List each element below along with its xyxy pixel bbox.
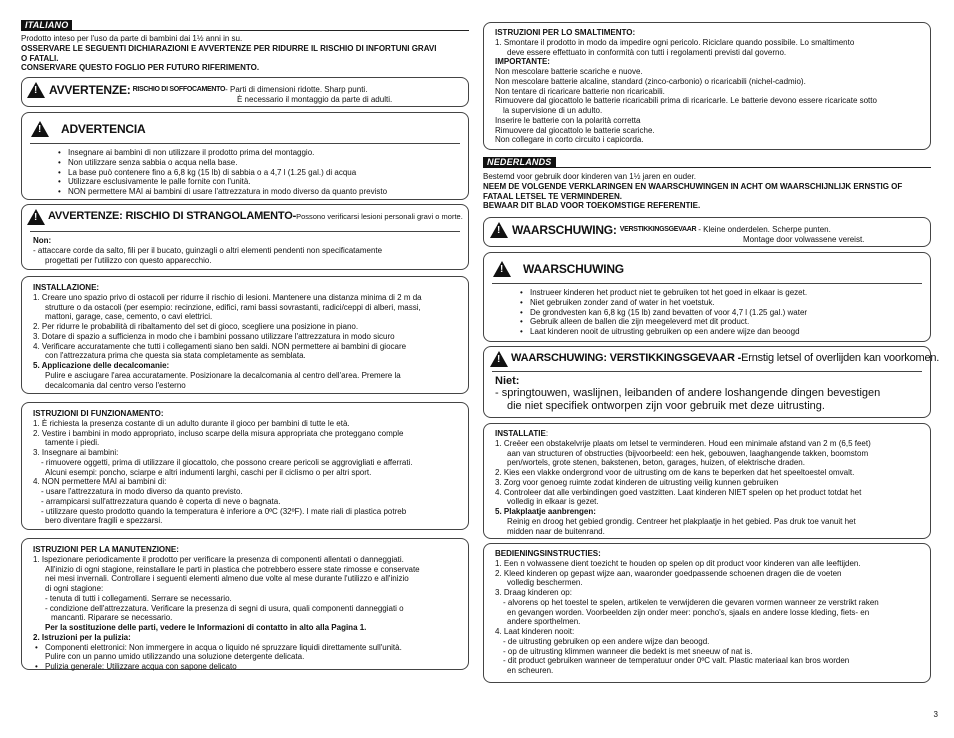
dutch-section-header <box>483 157 931 168</box>
italian-strangulation-warning-box <box>21 204 469 270</box>
choking-warning-title: WAARSCHUWING: <box>512 222 617 237</box>
list-item: • Insegnare ai bambini di non utilizzare il prodotto prima del montaggio. <box>58 148 387 158</box>
body-line: 3. Zorg voor genoeg ruimte zodat kinderen de uitrusting veilig kunnen gebruiken <box>495 477 779 487</box>
list-item: • La base può contenere fino a 6,8 kg (15 lb) di sabbia o a 4,7 l (1.25 gal.) di acqua <box>58 168 387 178</box>
list-item: • Non utilizzare senza sabbia o acqua nella base. <box>58 158 387 168</box>
intro-line: Prodotto inteso per l'uso da parte di bambini dai 1½ anni in su. <box>21 34 243 43</box>
body-line: 4. Laat kinderen nooit: <box>495 627 575 636</box>
body-line: 3. Dotare di spazio a sufficienza in modo che i bambini possano utilizzare l'attrezzatura in modo sicuro <box>33 331 395 341</box>
body-line: midden naar de buitenrand. <box>507 526 605 536</box>
body-line: 4. Verificare accuratamente che tutti i collegamenti siano ben saldi. NON permettere ai bambini di giocare <box>33 341 407 351</box>
disposal-title: ISTRUZIONI PER LO SMALTIMENTO: <box>495 28 636 37</box>
list-item: • Niet gebruiken zonder zand of water in het voetstuk. <box>520 298 807 308</box>
body-line: volledig beschermen. <box>507 578 583 588</box>
strangulation-warning-title: AVVERTENZE: RISCHIO DI STRANGOLAMENTO- <box>48 210 297 223</box>
divider <box>30 143 460 144</box>
body-line: 4. NON permettere MAI ai bambini di: <box>33 477 167 487</box>
body-line: - de uitrusting gebruiken op een andere wijze dan beoogd. <box>503 636 710 646</box>
body-line: 2. Kleed kinderen op gepast wijze aan, waaronder goedpassende schoenen dragen die de voeten <box>495 568 842 578</box>
intro-line: BEWAAR DIT BLAD VOOR TOEKOMSTIGE REFERENTIE. <box>483 201 701 211</box>
choking-warning-line: Montage door volwassene vereist. <box>743 235 865 244</box>
warning-triangle-icon <box>490 351 508 367</box>
choking-warning-line: È necessario il montaggio da parte di adulti. <box>237 95 393 104</box>
body-line: 3. Insegnare ai bambini: <box>33 448 119 457</box>
installation-title: INSTALLAZIONE: <box>33 283 100 292</box>
warning-list <box>520 288 807 337</box>
dutch-warning-box <box>483 252 931 342</box>
choking-warning-title: AVVERTENZE: <box>49 82 131 97</box>
body-line: die niet specifiek ontworpen zijn voor gebruik met deze uitrusting. <box>507 399 825 412</box>
list-item: • Laat kinderen nooit de uitrusting gebruiken op een andere wijze dan beoogd <box>520 327 807 337</box>
warning-title: WAARSCHUWING <box>523 261 624 276</box>
italian-operation-box <box>21 402 469 530</box>
italian-section-header <box>21 20 469 31</box>
body-line: 2. Per ridurre le probabilità di ribaltamento del set di gioco, scegliere una posizione in piano. <box>33 322 359 331</box>
strangulation-warning-subtitle: Ernstig letsel of overlijden kan voorkomen. <box>741 352 940 365</box>
strangulation-warning-subtitle: Possono verificarsi lesioni personali gravi o morte. <box>296 212 463 222</box>
strangulation-warning-body <box>33 236 382 265</box>
body-line: deve essere effettuato in conformità con tutti i regolamenti previsti dal governo. <box>507 47 787 57</box>
body-line: Alcuni esempi: poncho, sciarpe e altri indumenti larghi, caschi per il ciclismo o per altri sport. <box>45 467 372 477</box>
body-line: Non tentare di ricaricare batterie non ricaricabili. <box>495 86 665 96</box>
warning-triangle-icon <box>31 121 49 137</box>
body-line: 5. Plakplaatje aanbrengen: <box>495 507 596 516</box>
page-number: 3 <box>933 710 938 720</box>
italian-disposal-box <box>483 22 931 150</box>
body-line: mancanti. Riparare se necessario. <box>51 613 173 623</box>
body-line: 2. Vestire i bambini in modo appropriato, incluso scarpe della misura appropriata che proteggano comple <box>33 428 404 438</box>
body-line: - attaccare corde da salto, fili per il bucato, guinzagli o altri elementi pendenti non specificatamente <box>33 245 383 255</box>
operation-title: ISTRUZIONI DI FUNZIONAMENTO: <box>33 409 164 418</box>
body-line: All'inizio di ogni stagione, reinstallare le parti in plastica che potrebbero essere state rimosse e conservate <box>45 564 420 574</box>
intro-line: NEEM DE VOLGENDE VERKLARINGEN EN WAARSCHUWINGEN IN ACHT OM WAARSCHIJNLIJK ERNSTIG OF <box>483 181 903 191</box>
dutch-installation-box <box>483 423 931 539</box>
body-line: - utilizzare questo prodotto quando la temperatura è inferiore a 0ºC (32ºF). I mate riali di plastica potreb <box>41 506 407 516</box>
body-line: 1. Creare uno spazio privo di ostacoli per ridurre il rischio di lesioni. Mantenere una distanza minima di 2 m da <box>33 292 422 302</box>
body-line: tamente i piedi. <box>45 438 100 448</box>
intro-line: FATAAL LETSEL TE VERMINDEREN. <box>483 191 622 201</box>
body-line: Rimuovere dal giocattolo le batterie ricaricabili prima di ricaricarle. Le batterie devono essere ricaricate sotto <box>495 96 877 106</box>
choking-warning-subtitle: VERSTIKKINGSGEVAAR <box>619 225 697 233</box>
choking-warning-line: - Parti di dimensioni ridotte. Sharp punti. <box>225 85 368 95</box>
dutch-usage-box <box>483 543 931 683</box>
body-line: en scheuren. <box>507 666 554 675</box>
body-line: 1. Creëer een obstakelvrije plaats om letsel te verminderen. Houd een minimale afstand van 2 m (6,5 feet) <box>495 438 871 448</box>
body-line: - dit product gebruiken wanneer de temperatuur onder 0ºC valt. Plastic materiaal kan bros worden <box>503 656 850 666</box>
body-line: progettati per l'utilizzo con questo apparecchio. <box>45 255 212 265</box>
non-label: Non: <box>33 236 52 245</box>
body-line: Pulire e asciugare l'area accuratamente. Posizionare la decalcomania al centro dell'area. Premere la <box>45 370 401 380</box>
body-line: con l'attrezzatura prima che questa sia stata completamente as semblata. <box>45 351 306 361</box>
body-line: Pulire con un panno umido utilizzando una soluzione detergente delicata. <box>45 652 305 662</box>
warning-triangle-icon <box>490 222 508 238</box>
body-line: 4. Controleer dat alle verbindingen goed vastzitten. Laat kinderen NIET spelen op het product totdat het <box>495 487 862 497</box>
italian-installation-box <box>21 276 469 394</box>
maintenance-title: ISTRUZIONI PER LA MANUTENZIONE: <box>33 545 179 554</box>
body-line: - alvorens op het toestel te spelen, artikelen te verwijderen die gevaren vormen wanneer ze verstrikt raken <box>503 597 879 607</box>
body-line: Reinig en droog het gebied grondig. Centreer het plakplaatje in het gebied. Pas druk toe vanuit het <box>507 516 856 526</box>
body-line: - rimuovere oggetti, prima di utilizzare il giocattolo, che possono creare pericoli se aggrovigliati e afferrati. <box>41 457 413 467</box>
body-line: 5. Applicazione delle decalcomanie: <box>33 361 170 370</box>
dutch-strangulation-warning-box <box>483 346 940 418</box>
dutch-choking-warning-box <box>483 217 931 247</box>
body-line: 2. Istruzioni per la pulizia: <box>33 632 131 642</box>
body-line: 1. Een n volwassene dient toezicht te houden op spelen op dit product voor kinderen van alle leeftijden. <box>495 558 861 568</box>
body-line: - springtouwen, waslijnen, leibanden of andere loshangende dingen bevestigen <box>495 387 881 400</box>
body-line: volledig in elkaar is gezet. <box>507 497 599 507</box>
body-line: IMPORTANTE: <box>495 57 550 67</box>
body-line: strutture o da ostacoli (per esempio: recinzione, edifici, rami bassi sovrastanti, radici/ceppi di alberi, massi, <box>45 302 421 312</box>
body-line: Non collegare in corto circuito i capicorda. <box>495 135 644 145</box>
body-line: Per la sostituzione delle parti, vedere le Informazioni di contatto in alto alla Pagina 1. <box>45 623 367 632</box>
list-item: • Gebruik alleen de ballen die zijn meegeleverd met dit product. <box>520 317 807 327</box>
italian-language-tag: ITALIANO <box>21 20 72 31</box>
warning-triangle-icon <box>493 261 511 277</box>
strangulation-warning-body <box>495 375 880 412</box>
body-line: aan van structuren of obstructies (bijvoorbeeld: een hek, gebouwen, laaghangende takken, boomstom <box>507 448 869 458</box>
body-line: andere sporthelmen. <box>507 617 581 627</box>
body-line: - usare l'attrezzatura in modo diverso da quanto previsto. <box>41 487 243 496</box>
list-item: • Pulizia generale: Utilizzare acqua con sapone delicato <box>35 662 420 672</box>
body-line: - arrampicarsi sull'attrezzatura quando è coperta di neve o bagnata. <box>41 496 281 506</box>
italian-intro <box>21 34 469 73</box>
usage-title: BEDIENINGSINSTRUCTIES: <box>495 549 601 558</box>
body-line: decalcomania dal centro verso l'esterno <box>45 380 186 390</box>
body-line: la supervisione di un adulto. <box>503 106 603 115</box>
italian-choking-warning-box <box>21 77 469 107</box>
warning-triangle-icon <box>27 82 45 98</box>
list-item: • NON permettere MAI ai bambini di usare l'attrezzatura in modo diverso da quanto previsto <box>58 187 387 197</box>
body-line: 1. Smontare il prodotto in modo da impedire ogni pericolo. Riciclare quando possibile. Lo smaltimento <box>495 37 855 47</box>
advertencia-list <box>58 148 387 197</box>
body-line: - condizione dell'attrezzatura. Verificare la presenza di segni di usura, quali componenti danneggiati o <box>45 603 404 613</box>
choking-warning-line: - Kleine onderdelen. Scherpe punten. <box>698 225 831 235</box>
body-line: di ogni stagione: <box>45 584 104 593</box>
body-line: Non mescolare batterie alcaline, standard (zinco-carbonio) o ricaricabili (nichel-cadmio). <box>495 76 806 86</box>
list-item: • Componenti elettronici: Non immergere in acqua o liquido né spruzzare liquidi direttamente sull'unità. <box>35 643 420 653</box>
list-item: • Instrueer kinderen het product niet te gebruiken tot het goed in elkaar is gezet. <box>520 288 807 298</box>
body-line: pen/wortels, grote stenen, bakstenen, beton, garages, huizen, of elektrische draden. <box>507 458 805 468</box>
list-item: • De grondvesten kan 6,8 kg (15 lb) zand bevatten of voor 4,7 l (1.25 gal.) water <box>520 308 807 318</box>
dutch-intro <box>483 172 931 211</box>
divider <box>30 231 460 232</box>
body-line: mattoni, garage, case, cemento, o cavi elettrici. <box>45 312 213 322</box>
choking-warning-subtitle: RISCHIO DI SOFFOCAMENTO <box>132 85 226 93</box>
body-line: 3. Draag kinderen op: <box>495 588 572 597</box>
body-line: en gevangen worden. Voorbeelden zijn onder meer: poncho's, sjaals en andere losse kleding, fiets- en <box>507 607 870 617</box>
intro-line: OSSERVARE LE SEGUENTI DICHIARAZIONI E AVVERTENZE PER RIDURRE IL RISCHIO DI INFORTUNI GRAVI <box>21 43 437 53</box>
body-line: 2. Kies een vlakke ondergrond voor de uitrusting om de kans te beperken dat het speeltoestel omvalt. <box>495 468 855 477</box>
body-line: bero diventare fragili e spezzarsi. <box>45 516 163 526</box>
installation-title: INSTALLATIE <box>495 429 546 438</box>
body-line: Non mescolare batterie scariche e nuove. <box>495 67 643 76</box>
body-line: nei mesi invernali. Controllare i seguenti elementi almeno due volte al mese durante l'utilizzo e all'inizio <box>45 574 409 584</box>
intro-line: CONSERVARE QUESTO FOGLIO PER FUTURO RIFERIMENTO. <box>21 63 260 73</box>
intro-line: Bestemd voor gebruik door kinderen van 1½ jaren en ouder. <box>483 172 697 181</box>
niet-label: Niet: <box>495 375 520 387</box>
intro-line: O FATALI. <box>21 53 59 63</box>
body-line: - op de uitrusting klimmen wanneer die bedekt is met sneeuw of nat is. <box>503 646 753 656</box>
body-line: 1. È richiesta la presenza costante di un adulto durante il gioco per bambini di tutte le età. <box>33 418 350 428</box>
list-item: • Utilizzare esclusivamente le palle fornite con l'unità. <box>58 177 387 187</box>
warning-triangle-icon <box>27 209 45 225</box>
installation-colon: : <box>545 429 549 438</box>
italian-maintenance-box <box>21 538 469 670</box>
divider <box>492 283 922 284</box>
body-line: Inserire le batterie con la polarità corretta <box>495 115 641 125</box>
divider <box>492 371 922 372</box>
body-line: 1. Ispezionare periodicamente il prodotto per verificare la presenza di componenti allentati o danneggiati. <box>33 554 404 564</box>
body-line: - tenuta di tutti i collegamenti. Serrare se necessario. <box>45 593 232 603</box>
body-line: Rimuovere dal giocattolo le batterie scariche. <box>495 125 655 135</box>
italian-advertencia-box <box>21 112 469 200</box>
strangulation-warning-title: WAARSCHUWING: VERSTIKKINGSGEVAAR - <box>511 352 742 365</box>
dutch-language-tag: NEDERLANDS <box>483 157 556 168</box>
advertencia-title: ADVERTENCIA <box>61 121 146 136</box>
